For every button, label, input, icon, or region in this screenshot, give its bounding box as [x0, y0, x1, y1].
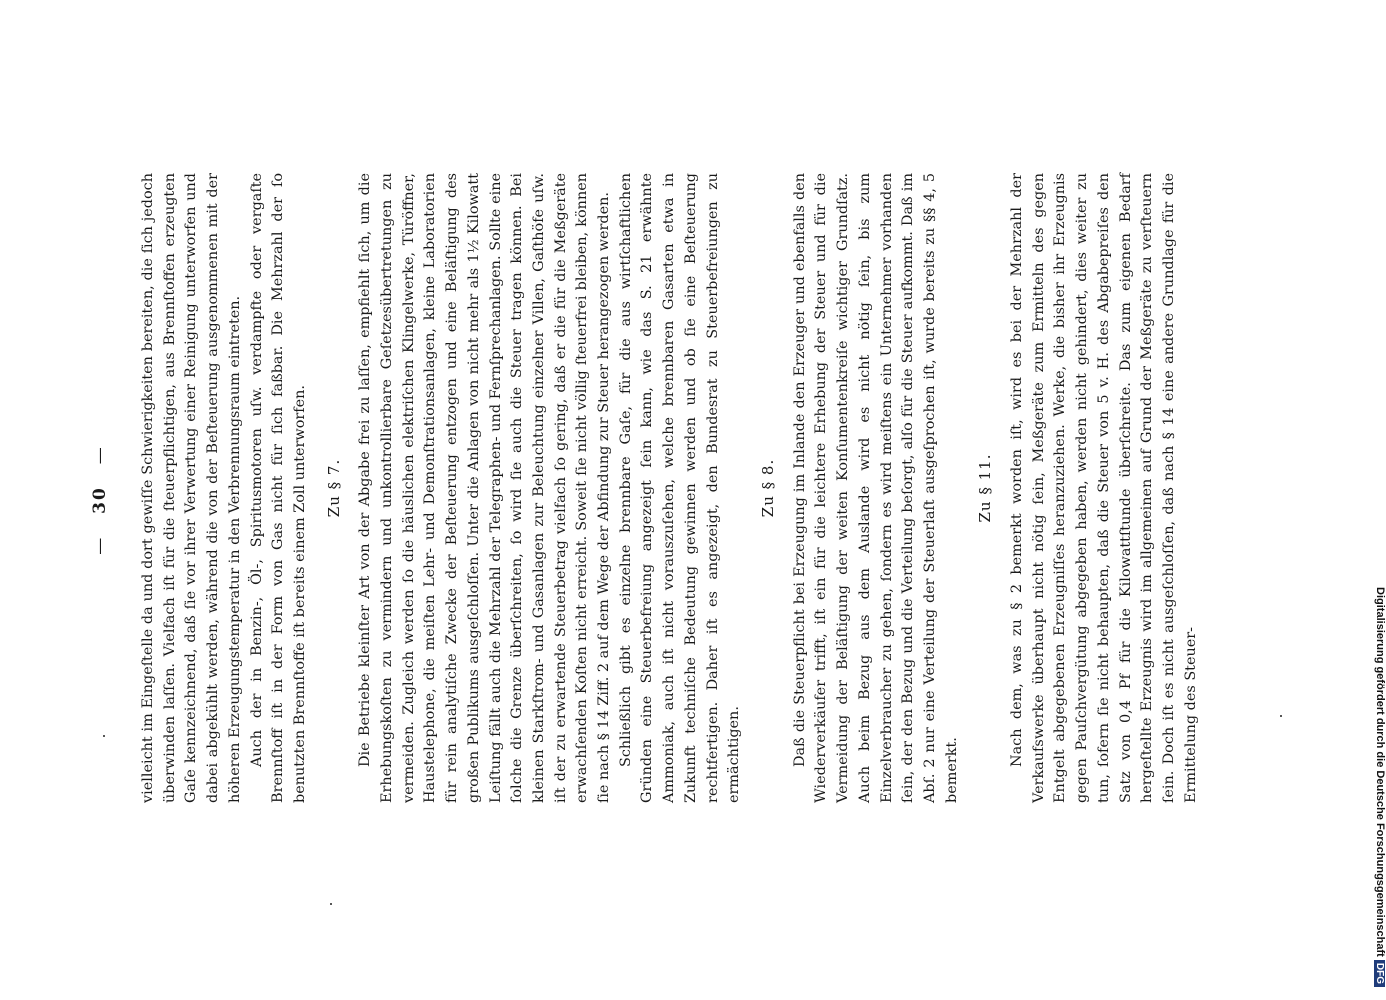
scan-speck	[330, 903, 332, 905]
page-header	[90, 0, 110, 1000]
body-paragraph: Daß die Steuerpflicht bei Erzeugung im Inlande den Erzeuger und ebenfalls den Wiederverkäufer trifft, iſt ein für die leichtere Erhebung der Steuer und für die Vermeidung der Beläſtigung der weiten Konſumentenkreiſe wichtiger Grundſatz. Auch beim Bezug aus dem Auslande wird es nicht nötig ſein, bis zum Einzelverbraucher zu gehen, ſondern es wird meiſtens ein Unternehmer vorhanden ſein, der den Bezug und die Verteilung beſorgt, alſo für die Steuer aufkommt. Daß im Abſ. 2 nur eine Verteilung der Steuerlaſt ausgeſprochen iſt, wurde bereits zu §§ 4, 5 bemerkt.	[791, 173, 960, 803]
page-number: 30	[90, 486, 110, 514]
body-paragraph: Schließlich gibt es einzelne brennbare Gaſe, für die aus wirtſchaftlichen Gründen eine Steuerbefreiung angezeigt ſein kann, wie das S. 21 erwähnte Ammoniak, auch iſt nicht vorauszuſehen, welche brennbaren Gasarten etwa in Zukunft techniſche Bedeutung gewinnen werden und ob ſie eine Beſteuerung rechtfertigen. Daher iſt es angezeigt, den Bundesrat zu Steuerbefreiungen zu ermächtigen.	[617, 173, 743, 803]
scan-speck	[103, 735, 105, 737]
page-body-text	[138, 173, 1202, 803]
body-paragraph: Die Betriebe kleinſter Art von der Abgabe frei zu laſſen, empfiehlt ſich, um die Erhebungskoſten zu vermindern und unkontrollierbare Geſetzesübertretungen zu vermeiden. Zugleich werden ſo die häuslichen elektriſchen Klingelwerke, Türöffner, Haustelephone, die meiſten Lehr- und Demonſtrationsanlagen, kleine Laboratorien für rein analytiſche Zwecke der Beſteuerung entzogen und eine Beläſtigung des großen Publikums ausgeſchloſſen. Unter die Anlagen von nicht mehr als 1½ Kilowatt Leiſtung fällt auch die Mehrzahl der Telegraphen- und Fernſprechanlagen. Sollte eine ſolche die Grenze überſchreiten, ſo wird ſie auch die Steuer tragen können. Bei kleinen Starkſtrom- und Gasanlagen zur Beleuchtung einzelner Villen, Gaſthöfe uſw. iſt der zu erwartende Steuerbetrag vielfach ſo gering, daß er die für die Meßgeräte erwachſenden Koſten nicht erreicht. Soweit ſie nicht völlig ſteuerfrei bleiben, können ſie nach § 14 Ziff. 2 auf dem Wege der Abfindung zur Steuer herangezogen werden.	[357, 173, 613, 803]
header-dash-left: —	[90, 535, 110, 555]
dfg-credit-strip	[1366, 8, 1386, 993]
body-paragraph: Auch der in Benzin-, Öl-, Spiritusmotoren uſw. verdampfte oder vergaſte Brennſtoff iſt in der Form von Gas nicht für ſich faßbar. Die Mehrzahl der ſo benutzten Brennſtoffe iſt bereits einem Zoll unterworfen.	[248, 173, 308, 803]
body-paragraph: vielleicht im Eingeſtelle da und dort gewiſſe Schwierigkeiten bereiten, die ſich jedoch überwinden laſſen. Vielfach iſt für die ſteuerpflichtigen, aus Brennſtoffen erzeugten Gaſe kennzeichnend, daß ſie vor ihrer Verwertung einer Reinigung unterworfen und dabei abgekühlt werden, während die von der Beſteuerung ausgenommenen mit der höheren Erzeugungstemperatur in den Verbrennungsraum eintreten.	[140, 173, 243, 803]
scan-speck	[1280, 715, 1282, 717]
dfg-credit	[1366, 8, 1386, 993]
dfg-logo: DFG	[1374, 960, 1385, 987]
body-paragraph: Nach dem, was zu § 2 bemerkt worden iſt, wird es bei der Mehrzahl der Verkaufswerke überhaupt nicht nötig ſein, Meßgeräte zum Ermitteln des gegen Entgelt abgegebenen Erzeugniſſes heranzuziehen. Werke, die bisher ihr Erzeugnis gegen Pauſchvergütung abgegeben haben, werden nicht gehindert, dies weiter zu tun, ſofern ſie nicht behaupten, daß die Steuer von 5 v. H. des Abgabepreiſes den Satz von 0,4 Pf für die Kilowattſtunde überſchreite. Das zum eigenen Bedarf hergeſtellte Erzeugnis wird im allgemeinen auf Grund der Meßgeräte zu verſteuern ſein. Doch iſt es nicht ausgeſchloſſen, daß nach § 14 eine andere Grundlage für die Ermittelung des Steuer-	[1009, 173, 1199, 803]
header-dash-right: —	[90, 445, 110, 465]
section-heading: Zu § 8.	[758, 458, 777, 518]
dfg-credit-text: Digitalisierung gefördert durch die Deutsche Forschungsgemeinschaft	[1374, 587, 1386, 957]
section-heading: Zu § 11.	[976, 453, 995, 523]
section-heading: Zu § 7.	[324, 458, 343, 518]
